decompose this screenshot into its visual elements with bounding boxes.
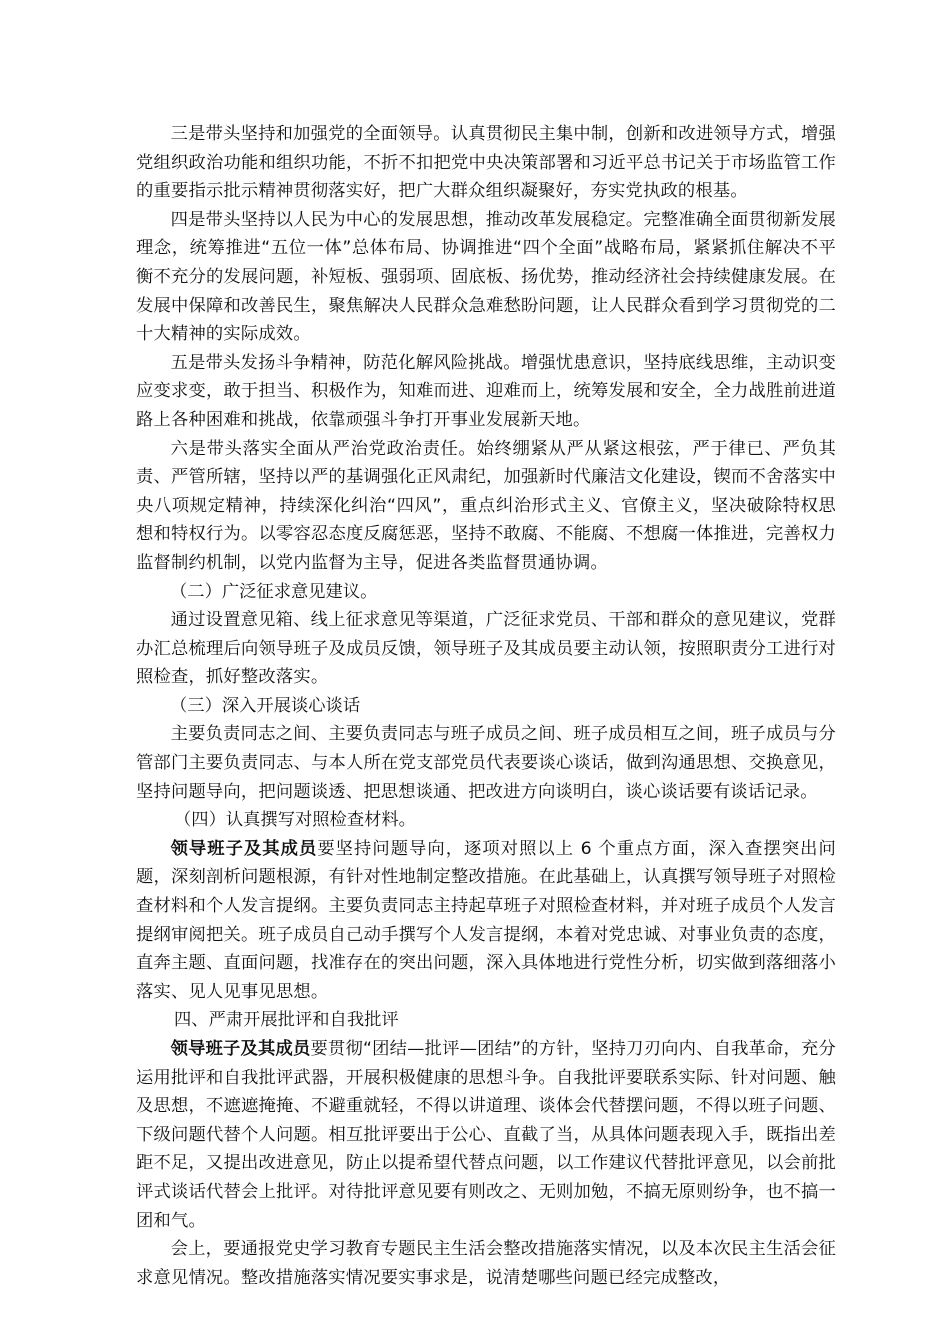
paragraph-strict-governance: 六是带头落实全面从严治党政治责任。始终绷紧从严从紧这根弦，严于律已、严负其责、严管所辖，坚持以严的基调强化正风肃纪，加强新时代廉洁文化建设，锲而不舍落实中央八项规定精神，持续深化纠治“四风”，重点纠治形式主义、官僚主义，坚决破除特权思想和特权行为。以零容忍态度反腐惩恶，坚持不敢腐、不能腐、不想腐一体推进，完善权力监督制约机制，以党内监督为主导，促进各类监督贯通协调。 <box>136 438 836 573</box>
paragraph-leadership: 三是带头坚持和加强党的全面领导。认真贯彻民主集中制，创新和改进领导方式，增强党组织政治功能和组织功能，不折不扣把党中央决策部署和习近平总书记关于市场监管工作的重要指示批示精神贯彻落实好，把广大群众组织凝聚好，夯实党执政的根基。 <box>136 124 836 202</box>
heading-section-criticism: 四、严肃开展批评和自我批评 <box>174 1010 399 1031</box>
heading-solicit-opinions: （二）广泛征求意见建议。 <box>170 581 378 602</box>
highlight-leadership-team: 领导班子及其成员 <box>170 1039 311 1059</box>
heading-heart-to-heart-talks: （三）深入开展谈心谈话 <box>170 695 361 716</box>
heading-inspection-materials: （四）认真撰写对照检查材料。 <box>174 810 416 831</box>
paragraph-inspection-text: 要坚持问题导向，逐项对照以上 6 个重点方面，深入查摆突出问题，深刻剖析问题根源，有针对性地制定整改措施。在此基础上，认真撰写领导班子对照检查材料和个人发言提纲。主要负责同志主持起草班子对照检查材料，并对班子成员个人发言提纲审阅把关。班子成员自己动手撰写个人发言提纲，本着对党忠诚、对事业负责的态度，直奔主题、直面问题，找准存在的突出问题，深入具体地进行党性分析，切实做到落细落小落实、见人见事见思想。 <box>136 838 836 1002</box>
paragraph-struggle-spirit: 五是带头发扬斗争精神，防范化解风险挑战。增强忧患意识，坚持底线思维，主动识变应变求变，敢于担当、积极作为，知难而进、迎难而上，统筹发展和安全，全力战胜前进道路上各种困难和挑战，依靠顽强斗争打开事业发展新天地。 <box>136 352 836 430</box>
paragraph-inspection-materials <box>136 835 836 1007</box>
highlight-leadership-team: 领导班子及其成员 <box>170 838 318 859</box>
document-body <box>136 120 836 1292</box>
paragraph-heart-to-heart-talks: 主要负责同志之间、主要负责同志与班子成员之间、班子成员相互之间，班子成员与分管部门主要负责同志、与本人所在党支部党员代表要谈心谈话，做到沟通思想、交换意见，坚持问题导向，把问题谈透、把思想谈通、把改进方向谈明白，谈心谈话要有谈话记录。 <box>136 724 836 802</box>
paragraph-criticism-text: 要贯彻“团结—批评—团结”的方针，坚持刀刃向内、自我革命，充分运用批评和自我批评武器，开展积极健康的思想斗争。自我批评要联系实际、针对问题、触及思想，不遮遮掩掩、不避重就轻，不得以讲道理、谈体会代替摆问题，不得以班子问题、下级问题代替个人问题。相互批评要出于公心、直截了当，从具体问题表现入手，既指出差距不足，又提出改进意见，防止以提希望代替点问题，以工作建议代替批评意见，以会前批评式谈话代替会上批评。对待批评意见要有则改之、无则加勉，不搞无原则纷争，也不搞一团和气。 <box>136 1039 837 1231</box>
paragraph-criticism <box>136 1035 836 1235</box>
paragraph-solicit-opinions: 通过设置意见箱、线上征求意见等渠道，广泛征求党员、干部和群众的意见建议，党群办汇总梳理后向领导班子及成员反馈，领导班子及其成员要主动认领，按照职责分工进行对照检查，抓好整改落实。 <box>136 610 836 688</box>
paragraph-people-centered: 四是带头坚持以人民为中心的发展思想，推动改革发展稳定。完整准确全面贯彻新发展理念，统筹推进“五位一体”总体布局、协调推进“四个全面”战略布局，紧紧抓住解决不平衡不充分的发展问题，补短板、强弱项、固底板、扬优势，推动经济社会持续健康发展。在发展中保障和改善民生，聚焦解决人民群众急难愁盼问题，让人民群众看到学习贯彻党的二十大精神的实际成效。 <box>136 209 836 345</box>
paragraph-meeting-report: 会上，要通报党史学习教育专题民主生活会整改措施落实情况，以及本次民主生活会征求意见情况。整改措施落实情况要实事求是，说清楚哪些问题已经完成整改， <box>136 1239 836 1288</box>
